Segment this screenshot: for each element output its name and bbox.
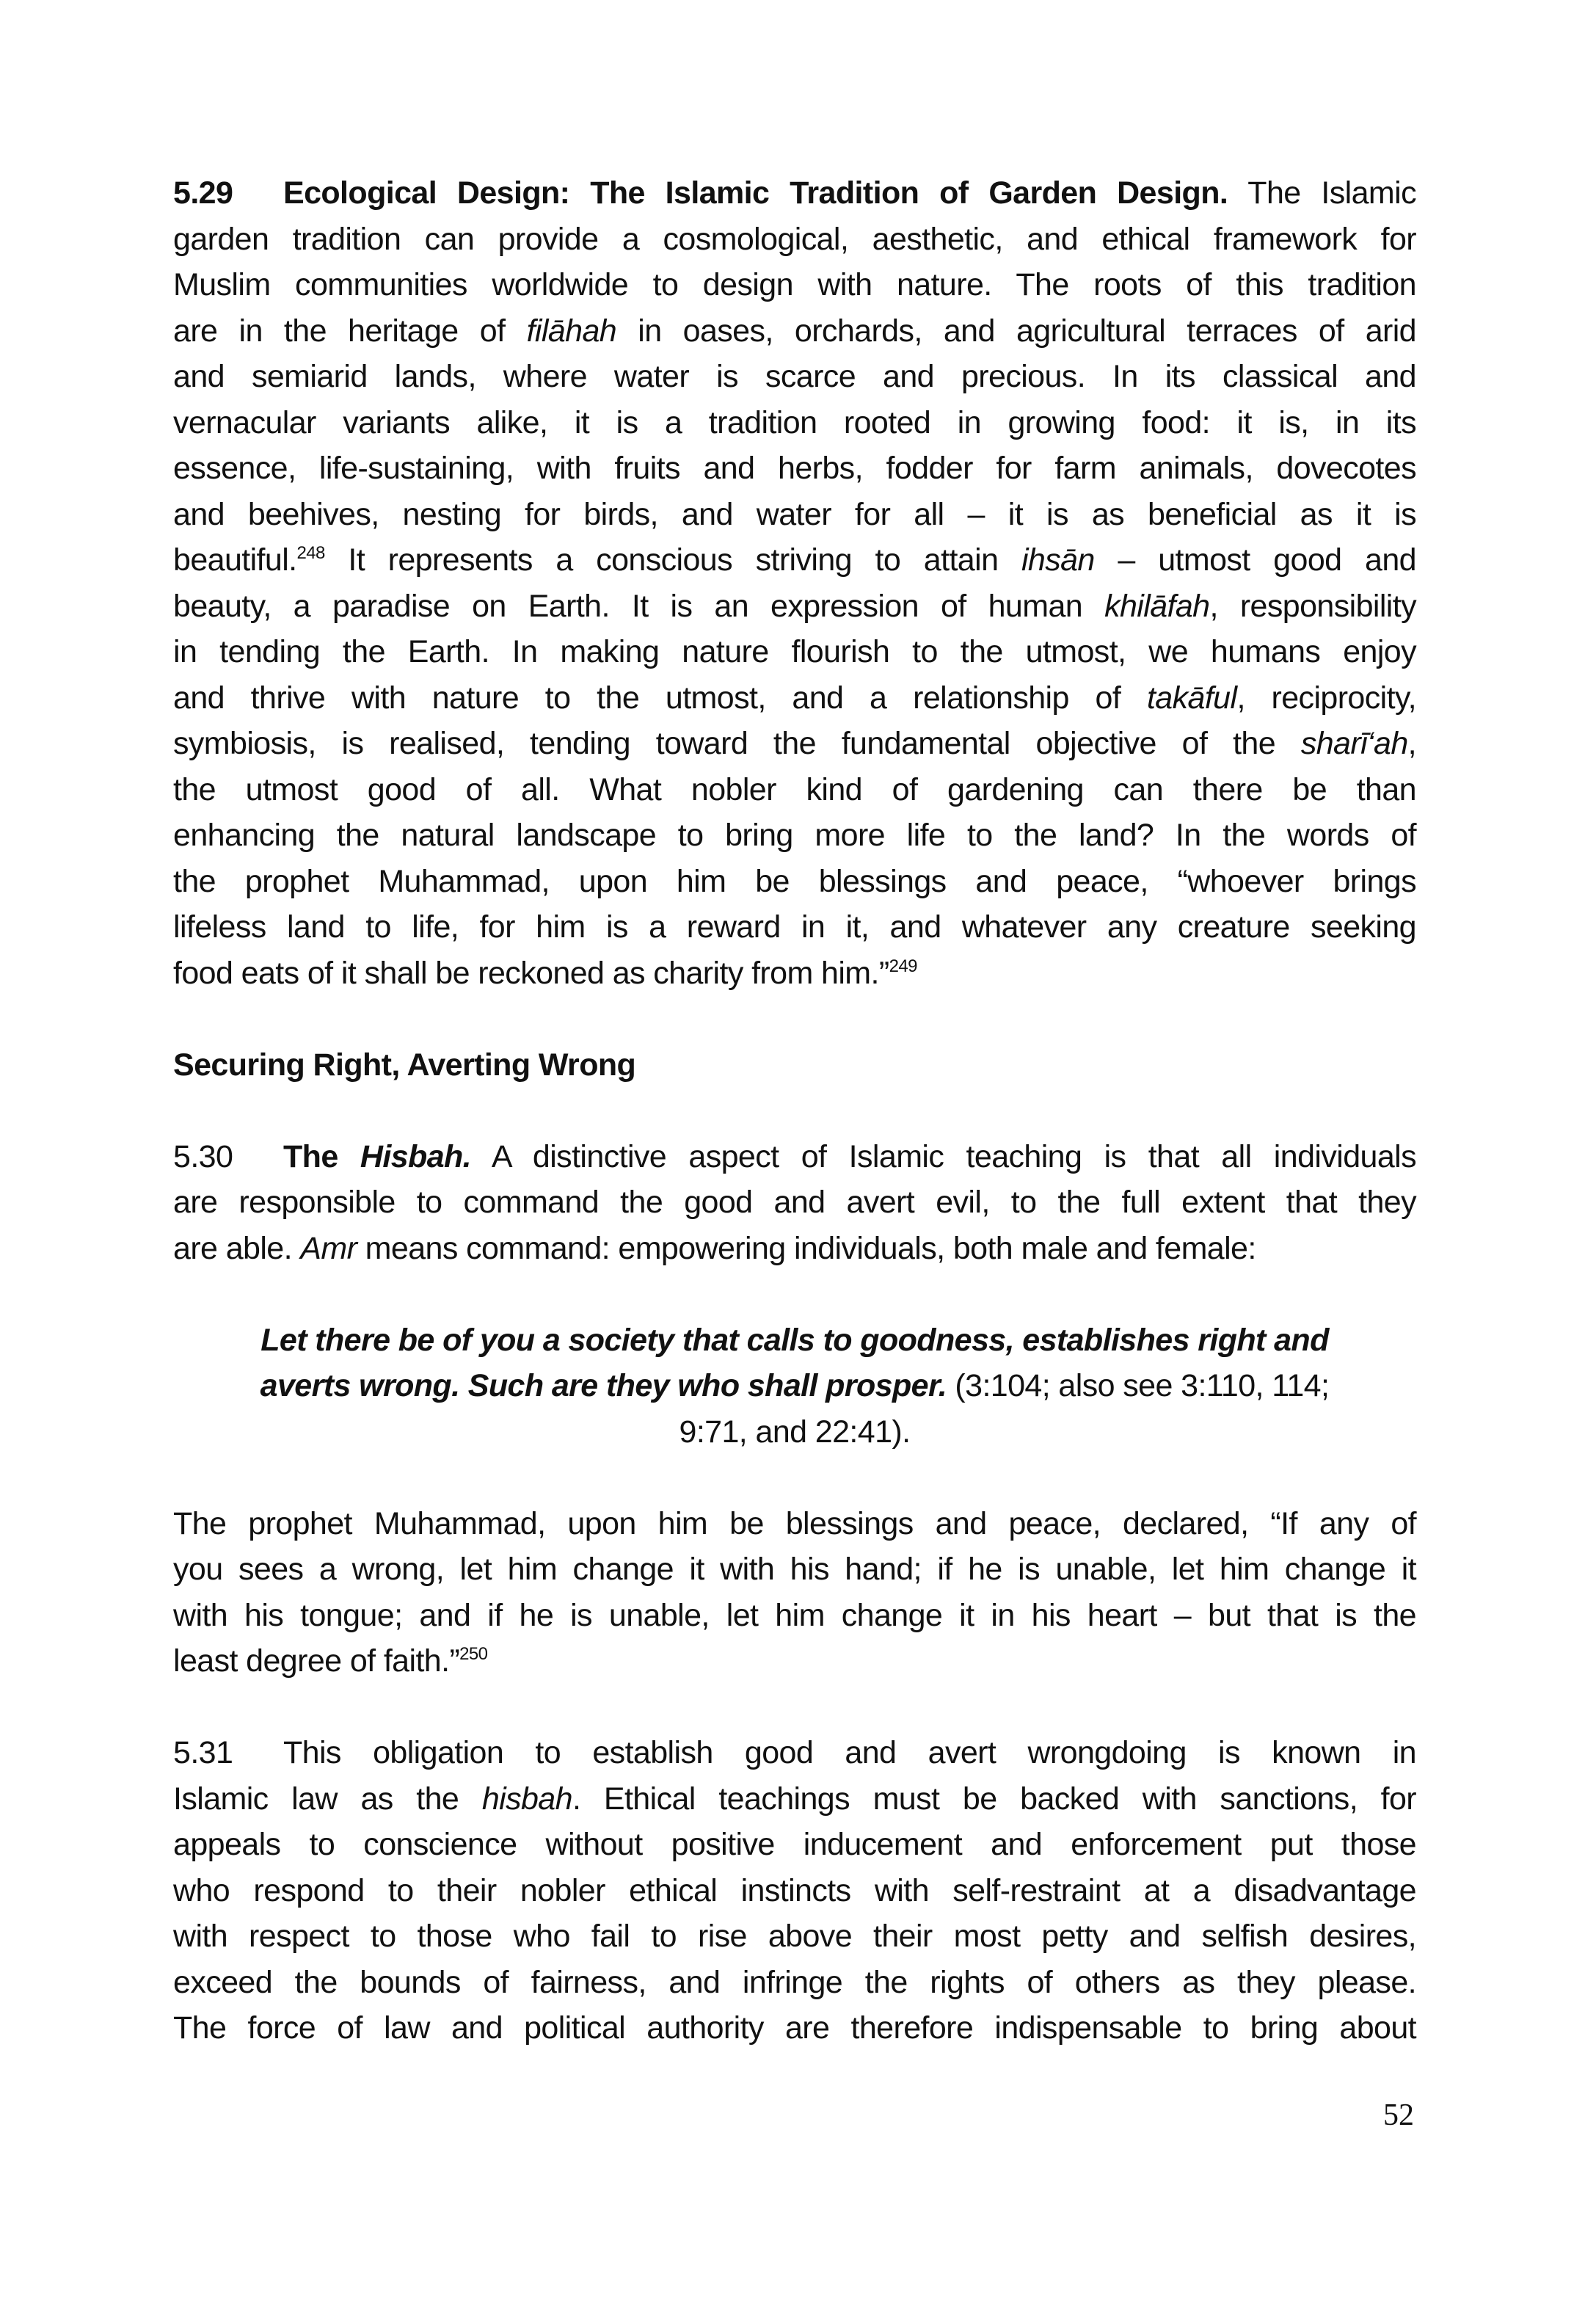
- text-line: who respond to their nobler ethical instincts with self-restraint at a disadvantage: [173, 1872, 1416, 1908]
- text-line: [173, 584, 1416, 630]
- text-line: in tending the Earth. In making nature flourish to the utmost, we humans enjoy: [173, 634, 1416, 669]
- quran-quote: [173, 1317, 1416, 1455]
- spacer: [173, 1088, 1416, 1134]
- text-line: exceed the bounds of fairness, and infringe the rights of others as they please.: [173, 1964, 1416, 2000]
- quote-line: Let there be of you a society that calls to goodness, establishes right and: [260, 1322, 1329, 1358]
- italic-term: filāhah: [526, 313, 617, 349]
- paragraph-5-29: [173, 170, 1416, 996]
- text-span: symbiosis, is realised, tending toward the fundamental objective of the: [173, 726, 1301, 761]
- text-span: Islamic law as the: [173, 1781, 482, 1817]
- footnote-ref[interactable]: 250: [459, 1644, 488, 1664]
- text-line: are responsible to command the good and avert evil, to the full extent that they: [173, 1185, 1416, 1220]
- spacer: [173, 1271, 1416, 1317]
- text-span: , reciprocity,: [1236, 680, 1417, 716]
- italic-term: ihsān: [1021, 542, 1095, 578]
- footnote-ref[interactable]: 249: [889, 956, 917, 976]
- text-line: appeals to conscience without positive inducement and enforcement put those: [173, 1827, 1416, 1862]
- page-number: 52: [1383, 2098, 1414, 2132]
- text-line: essence, life-sustaining, with fruits and herbs, fodder for farm animals, dovecotes: [173, 451, 1416, 486]
- text-span: It represents a conscious striving to attain: [324, 542, 1021, 578]
- text-line: with respect to those who fail to rise above their most petty and selfish desires,: [173, 1919, 1416, 1954]
- text-span: and thrive with nature to the utmost, and a relationship of: [173, 680, 1147, 716]
- text-line: [173, 308, 1416, 355]
- text-line: you sees a wrong, let him change it with his hand; if he is unable, let him change it: [173, 1552, 1416, 1587]
- text-line: the utmost good of all. What nobler kind of gardening can there be than: [173, 771, 1416, 807]
- italic-term: khilāfah: [1104, 588, 1210, 624]
- italic-term: takāful: [1146, 680, 1237, 716]
- quote-line: [217, 1363, 1372, 1409]
- text-span: . Ethical teachings must be backed with sanctions, for: [572, 1781, 1416, 1817]
- text-line: garden tradition can provide a cosmological, aesthetic, and ethical framework for: [173, 221, 1416, 257]
- text-line: Muslim communities worldwide to design with nature. The roots of this tradition: [173, 267, 1416, 302]
- text-span: in oases, orchards, and agricultural terraces of arid: [616, 313, 1416, 349]
- section-number: 5.29: [173, 175, 233, 211]
- section-number: 5.31: [173, 1735, 233, 1770]
- spacer: [173, 1455, 1416, 1501]
- text-line: [173, 170, 1416, 217]
- text-line: with his tongue; and if he is unable, let him change it in his heart – but that is the: [173, 1597, 1416, 1633]
- text-line: lifeless land to life, for him is a reward in it, and whatever any creature seeking: [173, 909, 1416, 945]
- text-span: – utmost good and: [1094, 542, 1416, 578]
- text-span: food eats of it shall be reckoned as charity from him.”: [173, 955, 889, 991]
- italic-term: Amr: [300, 1230, 357, 1266]
- text-span: least degree of faith.”: [173, 1643, 460, 1679]
- section-title: The: [283, 1138, 360, 1174]
- hadith-paragraph: [173, 1501, 1416, 1684]
- document-page: [173, 170, 1416, 2051]
- paragraph-5-31: [173, 1730, 1416, 2051]
- text-line: [173, 1730, 1416, 1776]
- italic-term: sharī‘ah: [1300, 726, 1408, 761]
- paragraph-5-30: [173, 1134, 1416, 1272]
- text-span: beautiful.: [173, 542, 297, 578]
- text-line: enhancing the natural landscape to bring more life to the land? In the words of: [173, 818, 1416, 853]
- spacer: [173, 1684, 1416, 1731]
- text-line: [173, 1776, 1416, 1822]
- text-line: The force of law and political authority are therefore indispensable to bring about: [173, 2010, 1416, 2046]
- text-line: the prophet Muhammad, upon him be blessings and peace, “whoever brings: [173, 863, 1416, 899]
- spacer: [173, 996, 1416, 1042]
- footnote-ref[interactable]: 248: [296, 543, 325, 563]
- text-line: [173, 1226, 1416, 1272]
- text-line: and beehives, nesting for birds, and water for all – it is as beneficial as it is: [173, 496, 1416, 532]
- text-span: are in the heritage of: [173, 313, 527, 349]
- text-span: A distinctive aspect of Islamic teaching is that all individuals: [471, 1138, 1416, 1174]
- text-span: ,: [1407, 726, 1416, 761]
- italic-term: hisbah: [481, 1781, 572, 1817]
- text-span: means command: empowering individuals, both male and female:: [357, 1230, 1256, 1266]
- text-line: [173, 950, 1416, 997]
- text-span: are able.: [173, 1230, 301, 1266]
- text-line: [173, 675, 1416, 721]
- section-title-italic: Hisbah.: [360, 1138, 472, 1174]
- text-span: , responsibility: [1209, 588, 1416, 624]
- text-span: beauty, a paradise on Earth. It is an expression of human: [173, 588, 1105, 624]
- subheading: Securing Right, Averting Wrong: [173, 1047, 636, 1083]
- text-span: The Islamic: [1228, 175, 1416, 211]
- section-title: Ecological Design: The Islamic Tradition of Garden Design.: [283, 175, 1228, 211]
- text-line: [173, 1638, 1416, 1684]
- quote-reference: (3:104; also see 3:110, 114;: [947, 1368, 1330, 1403]
- text-line: [173, 1134, 1416, 1180]
- text-line: vernacular variants alike, it is a tradition rooted in growing food: it is, in its: [173, 404, 1416, 440]
- quote-text: averts wrong. Such are they who shall prosper.: [260, 1368, 947, 1403]
- text-line: and semiarid lands, where water is scarce and precious. In its classical and: [173, 359, 1416, 394]
- section-number: 5.30: [173, 1138, 233, 1174]
- text-line: The prophet Muhammad, upon him be blessings and peace, declared, “If any of: [173, 1505, 1416, 1541]
- quote-reference: 9:71, and 22:41).: [679, 1414, 911, 1450]
- text-line: [173, 537, 1416, 584]
- text-line: [173, 721, 1416, 767]
- text-span: This obligation to establish good and avert wrongdoing is known in: [283, 1735, 1416, 1770]
